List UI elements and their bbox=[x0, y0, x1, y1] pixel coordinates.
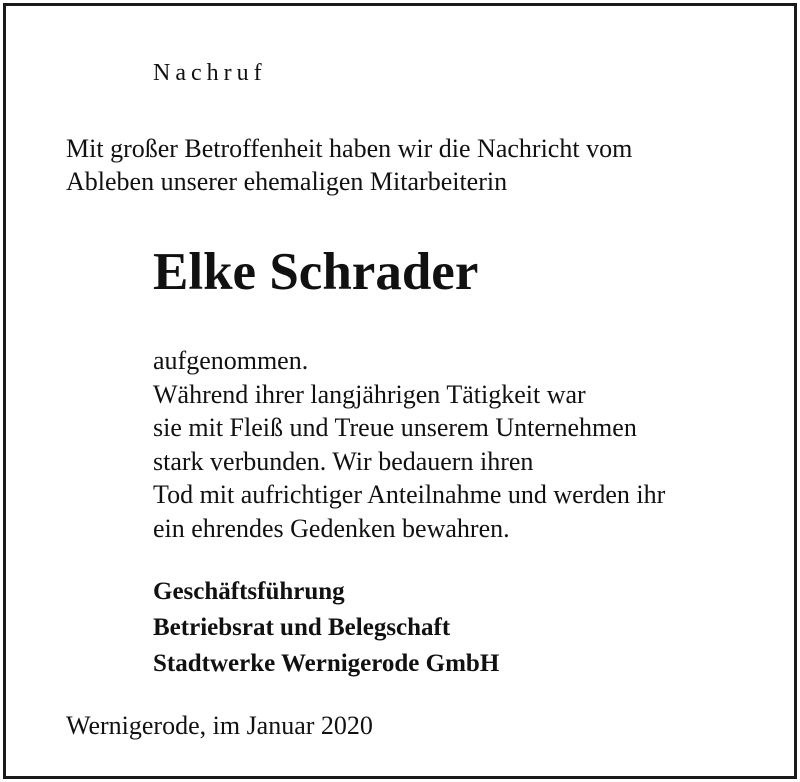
signer-works-council: Betriebsrat und Belegschaft bbox=[153, 614, 451, 641]
body-text bbox=[153, 344, 665, 545]
body-line: sie mit Fleiß und Treue unserem Unternehmen bbox=[153, 413, 637, 442]
body-line: ein ehrendes Gedenken bewahren. bbox=[153, 513, 510, 543]
signer-company: Stadtwerke Wernigerode GmbH bbox=[153, 650, 500, 677]
body-line: Tod mit aufrichtiger Anteilnahme und werden ihr bbox=[153, 480, 666, 509]
signers-block bbox=[153, 574, 499, 682]
deceased-name: Elke Schrader bbox=[153, 243, 479, 301]
body-line: stark verbunden. Wir bedauern ihren bbox=[153, 446, 534, 476]
body-line: Während ihrer langjährigen Tätigkeit war bbox=[153, 379, 586, 409]
notice-heading: Nachruf bbox=[153, 60, 267, 86]
body-line: aufgenommen. bbox=[153, 346, 309, 375]
obituary-notice bbox=[3, 3, 797, 779]
place-date: Wernigerode, im Januar 2020 bbox=[66, 711, 373, 740]
intro-line: Ableben unserer ehemaligen Mitarbeiterin bbox=[66, 167, 508, 196]
intro-line: Mit großer Betroffenheit haben wir die Nachricht vom bbox=[66, 134, 633, 163]
signer-management: Geschäftsführung bbox=[153, 578, 345, 605]
intro-text bbox=[66, 132, 632, 198]
